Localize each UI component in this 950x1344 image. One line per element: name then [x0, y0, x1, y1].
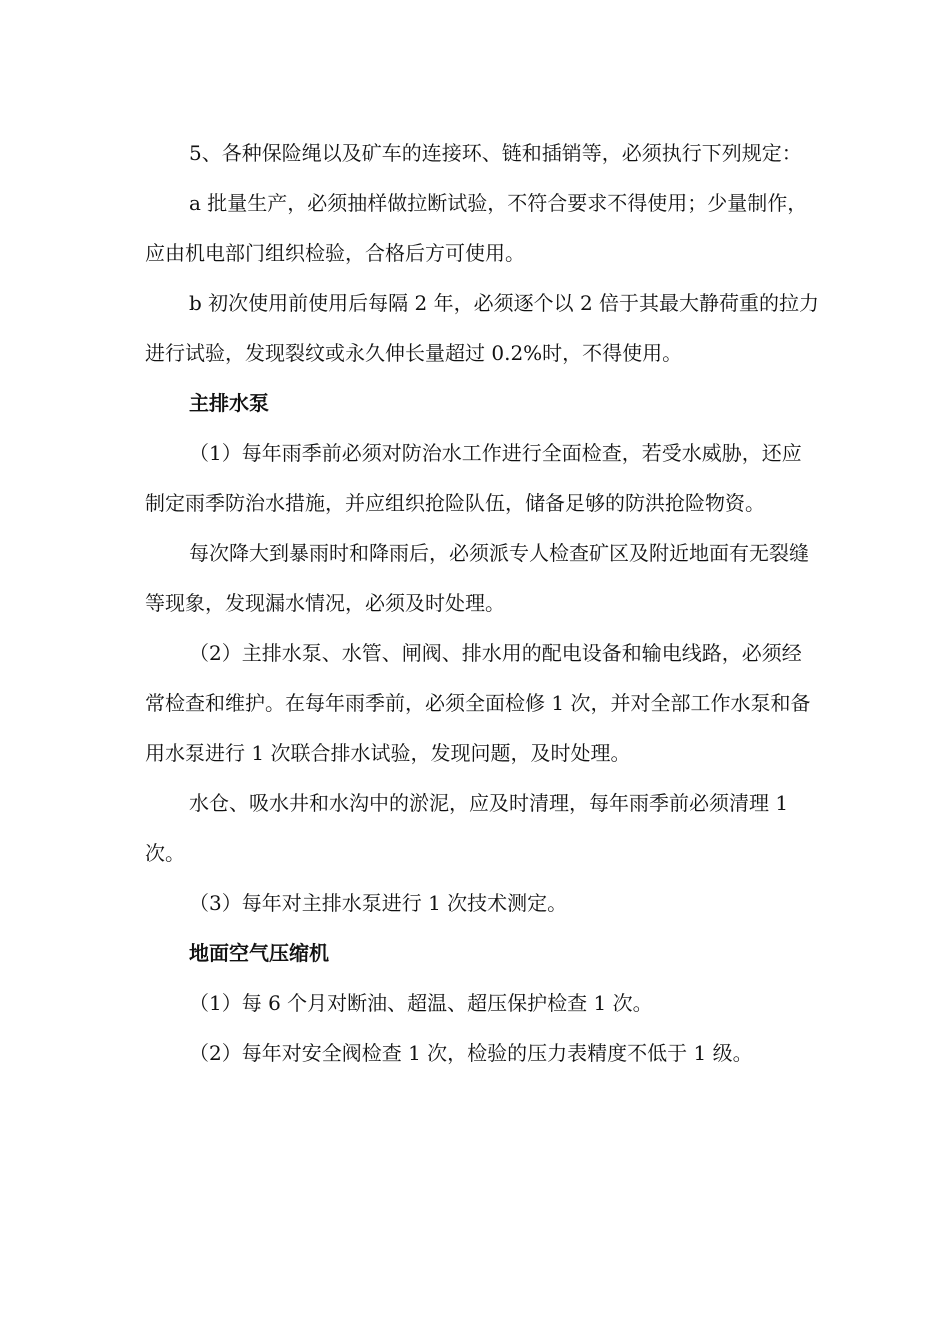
paragraph-rule-a: a 批量生产，必须抽样做拉断试验，不符合要求不得使用；少量制作，应由机电部门组织检验，合格后方可使用。	[145, 191, 808, 265]
paragraph-connector-rules-intro: 5、各种保险绳以及矿车的连接环、链和插销等，必须执行下列规定：	[189, 141, 802, 165]
paragraph-sludge-cleaning: 水仓、吸水井和水沟中的淤泥，应及时清理，每年雨季前必须清理 1 次。	[145, 791, 789, 865]
section-heading-air-compressor: 地面空气压缩机	[189, 941, 329, 965]
section-heading-main-drainage-pump: 主排水泵	[189, 391, 269, 415]
paragraph-rule-b: b 初次使用前使用后每隔 2 年，必须逐个以 2 倍于其最大静荷重的拉力进行试验，发现裂纹或永久伸长量超过 0.2%时，不得使用。	[145, 291, 820, 365]
paragraph-drainage-item-1: （1）每年雨季前必须对防治水工作进行全面检查，若受水威胁，还应制定雨季防治水措施，并应组织抢险队伍，储备足够的防洪抢险物资。	[145, 441, 802, 515]
paragraph-drainage-item-3: （3）每年对主排水泵进行 1 次技术测定。	[189, 891, 568, 915]
document-body	[145, 128, 820, 1078]
paragraph-drainage-item-2: （2）主排水泵、水管、闸阀、排水用的配电设备和输电线路，必须经常检查和维护。在每年雨季前，必须全面检修 1 次，并对全部工作水泵和备用水泵进行 1 次联合排水试验，发现问题，及时处理。	[145, 641, 811, 765]
paragraph-compressor-item-1: （1）每 6 个月对断油、超温、超压保护检查 1 次。	[189, 991, 653, 1015]
paragraph-rainstorm-inspection: 每次降大到暴雨时和降雨后，必须派专人检查矿区及附近地面有无裂缝等现象，发现漏水情况，必须及时处理。	[145, 541, 809, 615]
paragraph-compressor-item-2: （2）每年对安全阀检查 1 次，检验的压力表精度不低于 1 级。	[189, 1041, 753, 1065]
